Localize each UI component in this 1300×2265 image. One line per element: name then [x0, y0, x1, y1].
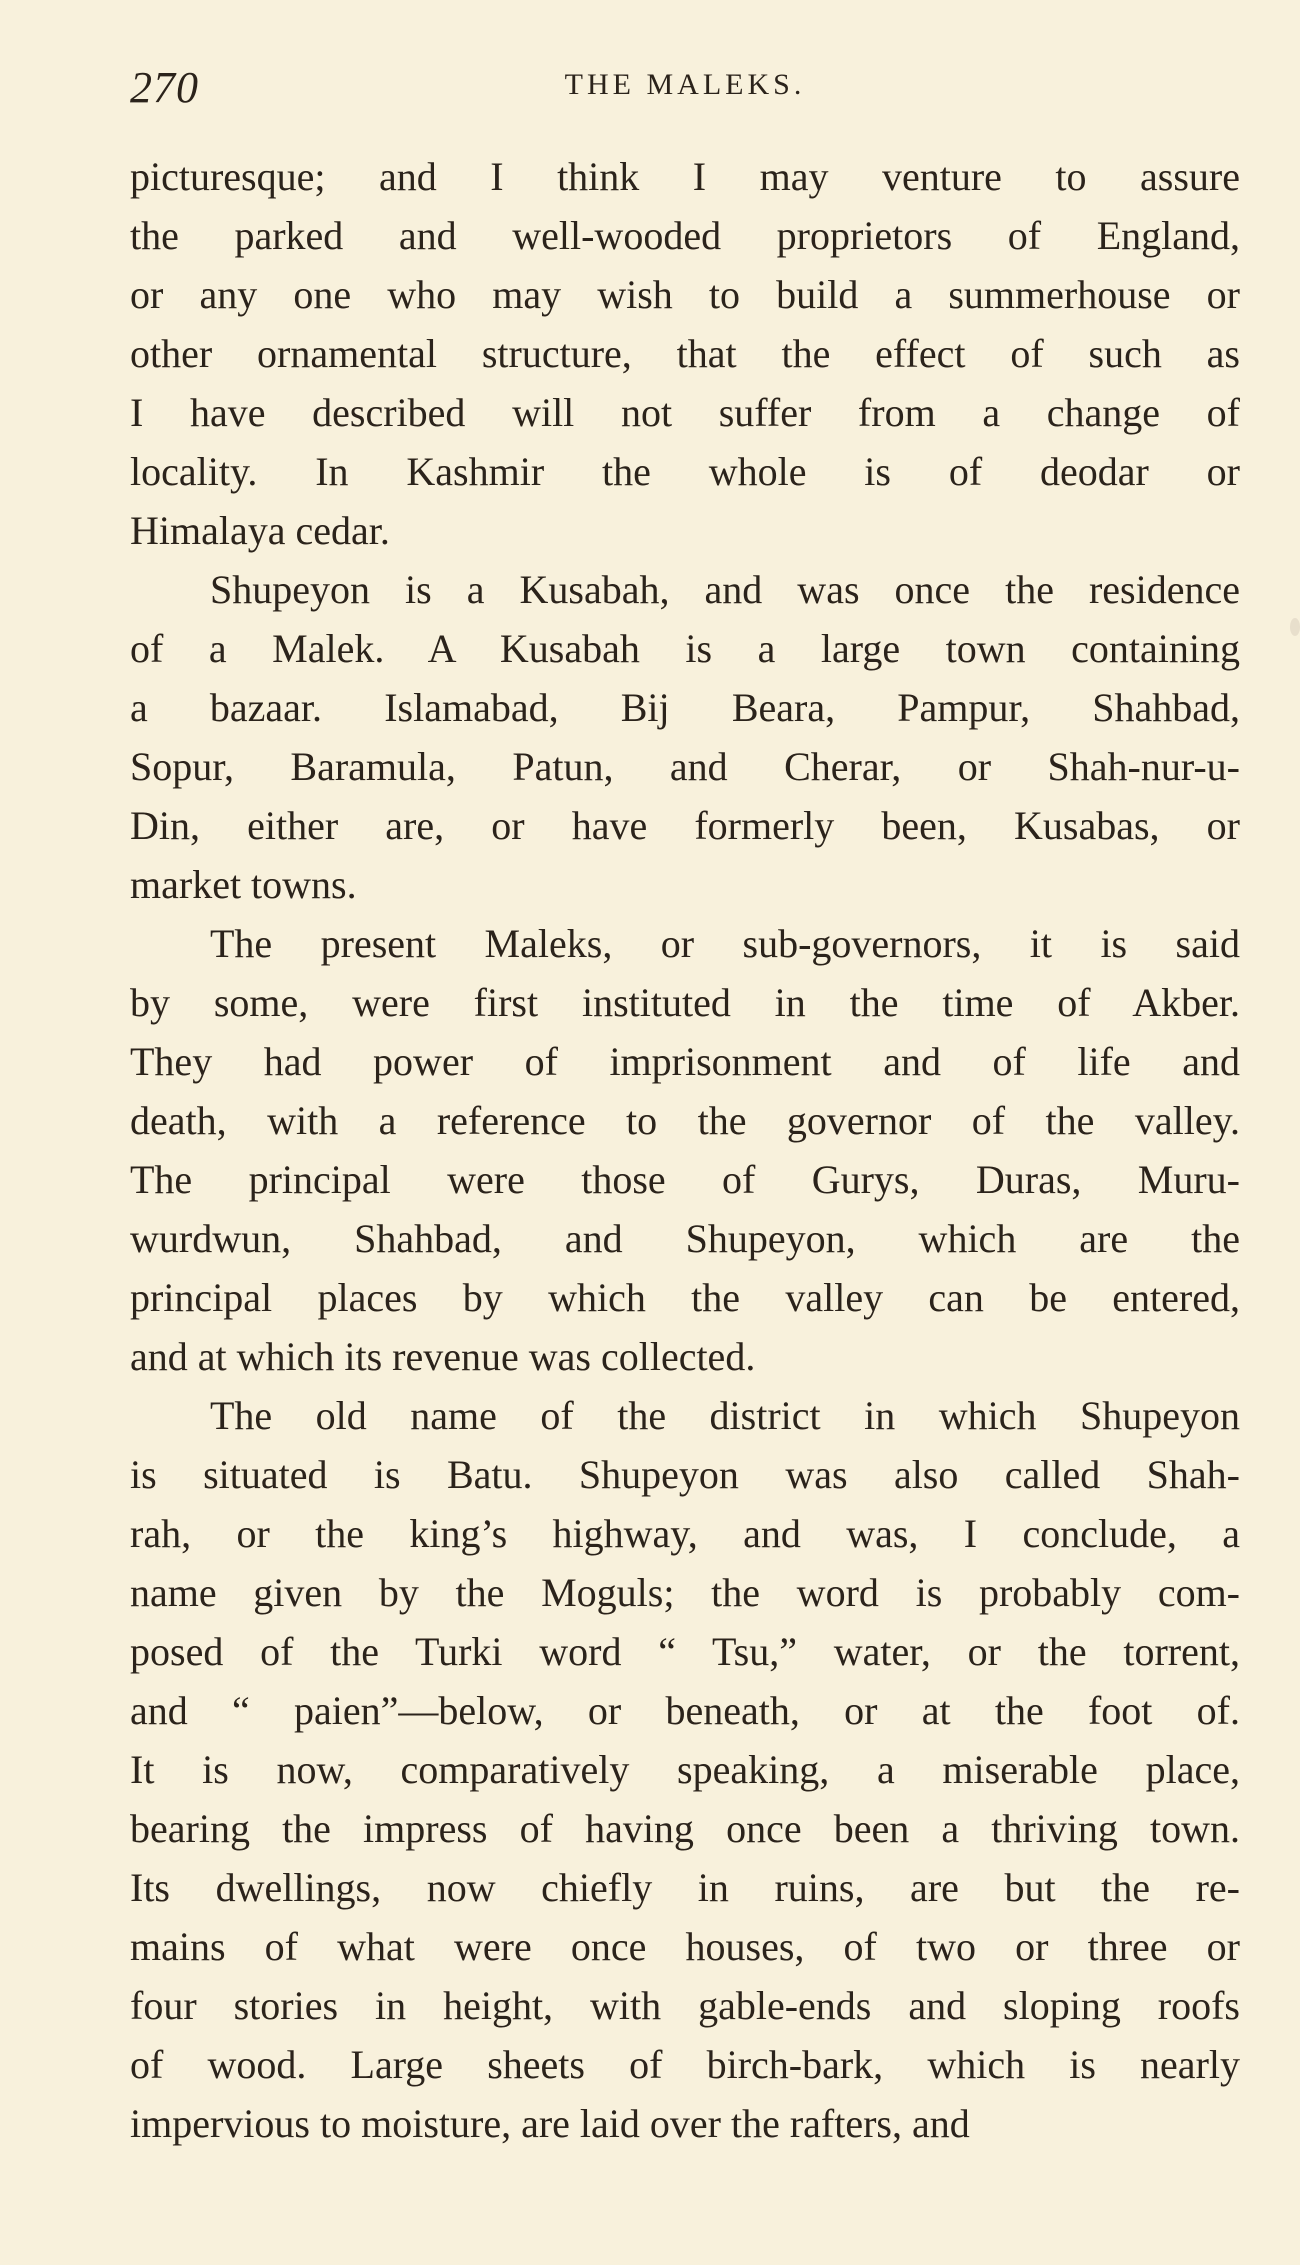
text-line: of wood. Large sheets of birch-bark, which is nearly [130, 2042, 1240, 2087]
text-line: a bazaar. Islamabad, Bij Beara, Pampur, Shahbad, [130, 685, 1240, 730]
paper-speck [1290, 618, 1300, 636]
text-line: and at which its revenue was collected. [130, 1334, 756, 1379]
paragraph [130, 560, 1240, 914]
text-line: Sopur, Baramula, Patun, and Cherar, or Shah-nur-u- [130, 744, 1240, 789]
text-line: Shupeyon is a Kusabah, and was once the residence [210, 567, 1240, 612]
text-line: Din, either are, or have formerly been, Kusabas, or [130, 803, 1240, 848]
text-line: posed of the Turki word “ Tsu,” water, or the torrent, [130, 1629, 1240, 1674]
paragraph [130, 1386, 1240, 2153]
text-line: The old name of the district in which Shupeyon [210, 1393, 1240, 1438]
text-line: name given by the Moguls; the word is probably com- [130, 1570, 1240, 1615]
text-line: They had power of imprisonment and of life and [130, 1039, 1240, 1084]
text-line: four stories in height, with gable-ends and sloping roofs [130, 1983, 1240, 2028]
text-line: the parked and well-wooded proprietors of England, [130, 213, 1240, 258]
text-line: principal places by which the valley can be entered, [130, 1275, 1240, 1320]
text-line: market towns. [130, 862, 357, 907]
text-line: impervious to moisture, are laid over the rafters, and [130, 2101, 970, 2146]
text-line: I have described will not suffer from a change of [130, 390, 1240, 435]
text-line: other ornamental structure, that the effect of such as [130, 331, 1240, 376]
text-line: The present Maleks, or sub-governors, it is said [210, 921, 1240, 966]
text-line: Its dwellings, now chiefly in ruins, are but the re- [130, 1865, 1240, 1910]
text-line: It is now, comparatively speaking, a miserable place, [130, 1747, 1240, 1792]
text-line: bearing the impress of having once been a thriving town. [130, 1806, 1240, 1851]
running-head [130, 62, 1240, 122]
text-line: and “ paien”—below, or beneath, or at the foot of. [130, 1688, 1240, 1733]
paragraph [130, 914, 1240, 1386]
text-line: Himalaya cedar. [130, 508, 390, 553]
body-text [130, 147, 1240, 2153]
text-line: wurdwun, Shahbad, and Shupeyon, which are the [130, 1216, 1240, 1261]
text-line: of a Malek. A Kusabah is a large town containing [130, 626, 1240, 671]
text-line: picturesque; and I think I may venture to assure [130, 154, 1240, 199]
paragraph [130, 147, 1240, 560]
text-line: by some, were first instituted in the time of Akber. [130, 980, 1240, 1025]
text-line: or any one who may wish to build a summerhouse or [130, 272, 1240, 317]
page-number: 270 [130, 63, 199, 112]
text-line: rah, or the king’s highway, and was, I conclude, a [130, 1511, 1240, 1556]
text-line: is situated is Batu. Shupeyon was also called Shah- [130, 1452, 1240, 1497]
running-title: THE MALEKS. [564, 68, 806, 101]
text-line: death, with a reference to the governor of the valley. [130, 1098, 1240, 1143]
text-line: The principal were those of Gurys, Duras, Muru- [130, 1157, 1240, 1202]
text-line: locality. In Kashmir the whole is of deodar or [130, 449, 1240, 494]
text-line: mains of what were once houses, of two or three or [130, 1924, 1240, 1969]
